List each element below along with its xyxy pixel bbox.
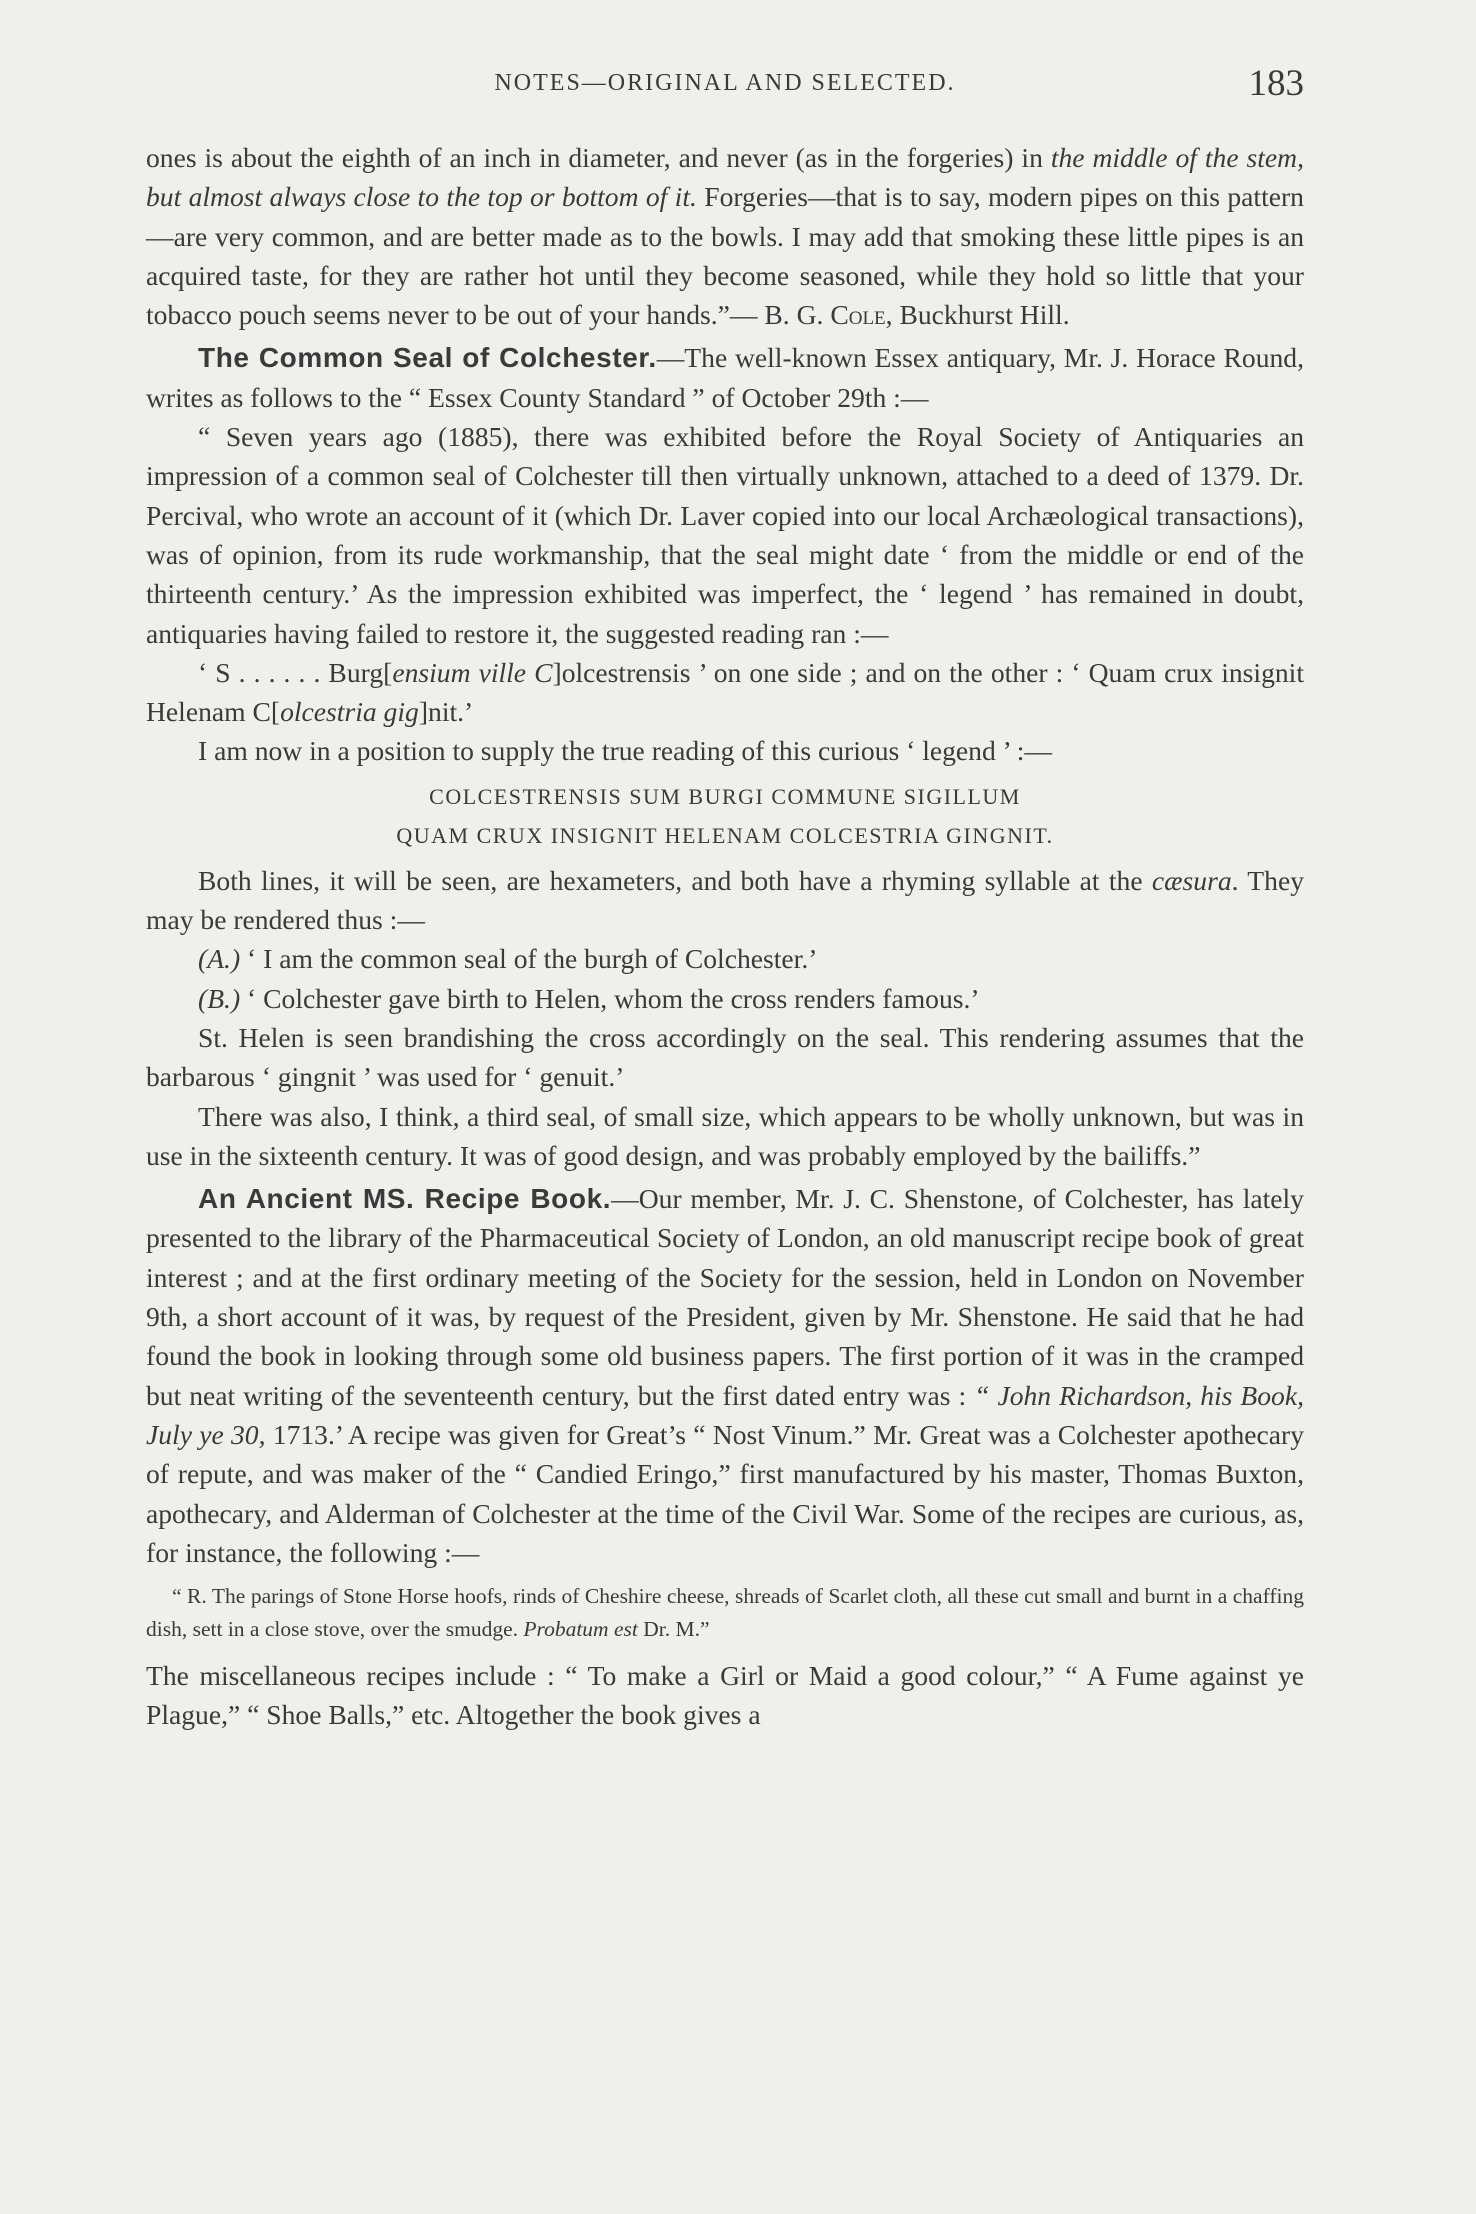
page-header — [146, 62, 1304, 110]
reading-italic-2: olcestria gig — [280, 696, 419, 728]
translation-a-text: ‘ I am the common seal of the burgh of Colchester.’ — [240, 943, 818, 975]
reading-text-3: ]nit.’ — [418, 696, 474, 728]
page-body — [146, 138, 1304, 1735]
running-head: NOTES—ORIGINAL AND SELECTED. — [494, 70, 956, 96]
translation-b-text: ‘ Colchester gave birth to Helen, whom the cross renders famous.’ — [240, 982, 980, 1014]
pipes-text-2: Forgeries—that is to say, modern pipes on this pattern—are very common, and are better made as to the bowls. I may add that smoking these little pipes is an acquired taste, for they are rather hot until they become seasoned, while they hold so little that your tobacco pouch seems never to be out of your hands.”— B. G. — [146, 181, 1304, 331]
hexameter-text-1: Both lines, it will be seen, are hexameters, and both have a rhyming syllable at the — [198, 864, 1152, 896]
translation-a — [146, 939, 1304, 978]
paragraph-recipe-book — [146, 1179, 1304, 1572]
pipes-text-italic: the middle of the stem, but almost always close to the top or bottom of it. — [146, 142, 1305, 213]
seal-legend — [146, 777, 1304, 855]
quote-italic: Probatum est — [523, 1617, 638, 1642]
quote-text-1: “ R. The parings of Stone Horse hoofs, rinds of Cheshire cheese, shreads of Scarlet cloth, all these cut small and burnt in a chaffing dish, sett in a close stove, over the smudge. — [146, 1584, 1304, 1642]
recipe-italic: “ John Richardson, his Book, July ye 30, — [146, 1379, 1304, 1450]
paragraph-seal-history: “ Seven years ago (1885), there was exhibited before the Royal Society of Antiquaries an impression of a common seal of Colchester till then virtually unknown, attached to a deed of 1379. Dr. Percival, who wrote an account of it (which Dr. Laver copied into our local Archæological transactions), was of opinion, from its rude workmanship, that the seal might date ‘ from the middle or end of the thirteenth century.’ As the impression exhibited was imperfect, the ‘ legend ’ has remained in doubt, antiquaries having failed to restore it, the suggested reading ran :— — [146, 421, 1304, 649]
section-heading-seal: The Common Seal of Colchester. — [198, 342, 657, 374]
paragraph-seal-intro — [146, 338, 1304, 417]
recipe-text-1: —Our member, Mr. J. C. Shenstone, of Colchester, has lately presented to the library of the Pharmaceutical Society of London, an old manuscript recipe book of great interest ; and at the first ordinary meeting of the Society for the session, held in London on November 9th, a short account of it was, by request of the President, given by Mr. Shenstone. He said that he had found the book in looking through some old business papers. The first portion of it was in the cramped but neat writing of the seventeenth century, but the first dated entry was : — [146, 1183, 1304, 1411]
reading-italic-1: ensium ville C — [392, 656, 553, 688]
reading-text-1: ‘ S . . . . . . Burg[ — [198, 656, 393, 688]
page-number: 183 — [1248, 63, 1304, 104]
paragraph-suggested-reading — [146, 653, 1304, 732]
section-heading-recipe: An Ancient MS. Recipe Book. — [198, 1183, 612, 1215]
legend-line-1: COLCESTRENSIS SUM BURGI COMMUNE SIGILLUM — [429, 783, 1021, 809]
paragraph-true-reading: I am now in a position to supply the true reading of this curious ‘ legend ’ :— — [198, 735, 1052, 767]
recipe-quote — [146, 1580, 1304, 1646]
translation-b — [146, 979, 1304, 1018]
legend-line-2: QUAM CRUX INSIGNIT HELENAM COLCESTRIA GINGNIT. — [396, 822, 1054, 848]
pipes-text-1: ones is about the eighth of an inch in diameter, and never (as in the forgeries) in — [146, 142, 1051, 173]
quote-text-2: Dr. M.” — [637, 1617, 710, 1642]
paragraph-pipes-continued — [146, 138, 1304, 334]
reading-text-2: ]olcestrensis ’ on one side ; and on the other : ‘ Quam crux insignit Helenam C[ — [146, 656, 1305, 728]
hexameter-italic: cæsura — [1151, 864, 1232, 896]
paragraph-miscellaneous: The miscellaneous recipes include : “ To make a Girl or Maid a good colour,” “ A Fume against ye Plague,” “ Shoe Balls,” etc. Altogether the book gives a — [146, 1660, 1304, 1731]
author-surname: Cole — [830, 299, 886, 331]
paragraph-third-seal: There was also, I think, a third seal, of small size, which appears to be wholly unknown, but was in use in the sixteenth century. It was of good design, and was probably employed by the bailiffs.” — [146, 1100, 1304, 1171]
translation-b-label: (B.) — [198, 982, 241, 1014]
author-place: , Buckhurst Hill. — [885, 299, 1070, 331]
hexameter-text-2: . They may be rendered thus :— — [146, 864, 1305, 936]
recipe-text-2: 1713.’ A recipe was given for Great’s “ Nost Vinum.” Mr. Great was a Colchester apothecary of repute, and was maker of the “ Candied Eringo,” first manufactured by his master, Thomas Buxton, apothecary, and Alderman of Colchester at the time of the Civil War. Some of the recipes are curious, as, for instance, the following :— — [146, 1418, 1304, 1568]
paragraph-hexameters — [146, 861, 1304, 940]
seal-intro-text: —The well-known Essex antiquary, Mr. J. Horace Round, writes as follows to the “ Essex County Standard ” of October 29th :— — [146, 342, 1304, 413]
translation-a-label: (A.) — [198, 943, 241, 975]
paragraph-st-helen: St. Helen is seen brandishing the cross accordingly on the seal. This rendering assumes that the barbarous ‘ gingnit ’ was used for ‘ genuit.’ — [146, 1021, 1304, 1093]
